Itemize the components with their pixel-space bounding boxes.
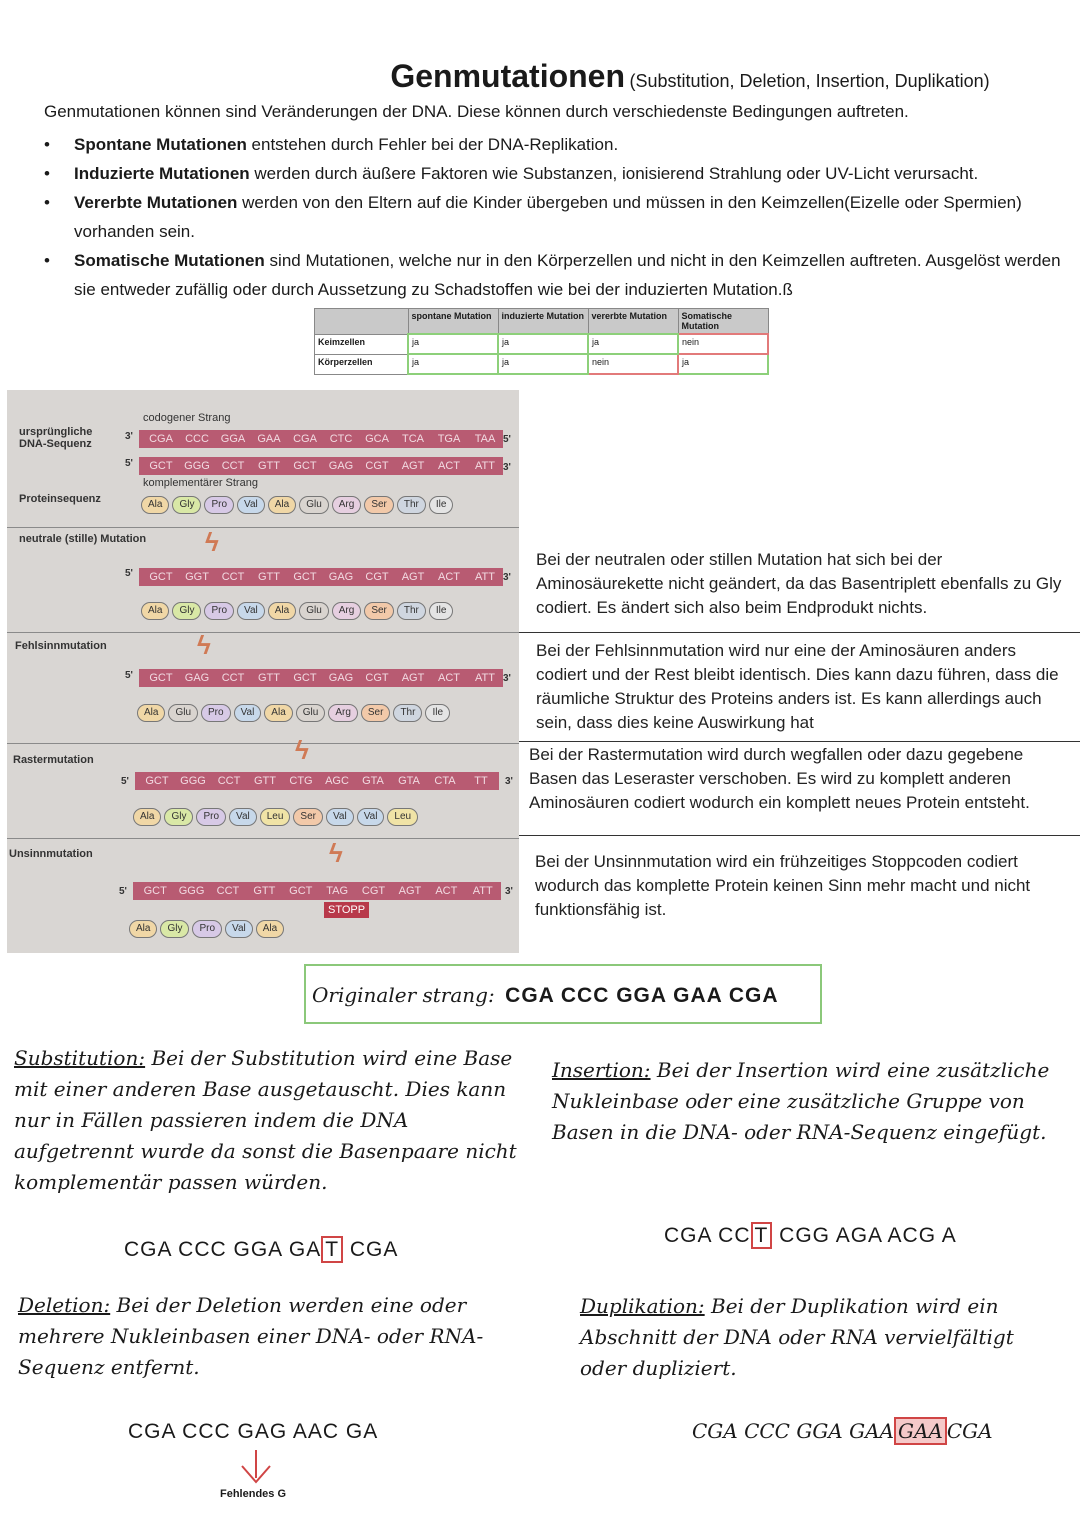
title-main: Genmutationen <box>390 58 626 94</box>
protein-sequence <box>141 496 453 514</box>
amino-acid: Pro <box>201 704 231 722</box>
codon: CGT <box>361 885 386 897</box>
codogen-label: codogener Strang <box>143 412 231 424</box>
unsinn-strand <box>133 882 501 900</box>
codon: GGG <box>178 885 205 897</box>
fehlsinn-label: Fehlsinnmutation <box>15 640 107 652</box>
codon: TT <box>474 775 488 787</box>
list-item: • Spontane Mutationen entstehen durch Fehler bei der DNA-Replikation. <box>74 130 1074 159</box>
amino-acid: Ala <box>268 496 296 514</box>
page-title <box>0 58 1080 95</box>
codon: ACT <box>435 885 458 897</box>
neutral-description: Bei der neutralen oder stillen Mutation hat sich bei der Aminosäurekette nicht geändert, da das Basentriplett ebenfalls zu Gly codiert. Es ändert sich also beim Endprodukt nichts. <box>536 550 1062 617</box>
amino-acid: Gly <box>172 496 201 514</box>
amino-acid: Glu <box>299 496 329 514</box>
codon: AGT <box>401 460 425 472</box>
codon: GAA <box>257 433 281 445</box>
amino-acid: Gly <box>160 920 189 938</box>
codon: TCA <box>402 433 424 445</box>
amino-acid: Thr <box>393 704 422 722</box>
table-row: Keimzellen ja ja ja nein <box>315 334 769 354</box>
amino-acid: Gly <box>172 602 201 620</box>
stopp-badge: STOPP <box>324 902 369 918</box>
deletion-text: Deletion: Bei der Deletion werden eine oder mehrere Nukleinbasen einer DNA- oder RNA-Sequenz entfernt. <box>18 1293 484 1379</box>
amino-acid: Ala <box>264 704 292 722</box>
codon: GCT <box>149 460 173 472</box>
amino-acid: Val <box>357 808 385 826</box>
codon: CCT <box>221 460 245 472</box>
codon: GCT <box>149 672 173 684</box>
list-item: • Somatische Mutationen sind Mutationen, welche nur in den Körperzellen und nicht in den Keimzellen auftreten. Ausgelöst werden sie entweder zufällig oder durch Aussetzung zu Schadstoffen wie bei der induzierten Mutation.ß <box>74 246 1074 304</box>
deletion-note: Fehlendes G <box>220 1488 287 1500</box>
intro-text: Genmutationen können sind Veränderungen der DNA. Diese können durch verschiedenste Bedingungen auftreten. <box>44 102 909 121</box>
codon: GGT <box>185 571 209 583</box>
raster-description: Bei der Rastermutation wird durch wegfallen oder dazu gegebene Basen das Leseraster verschoben. Es wird zu komplett anderen Aminosäuren codiert wodurch ein komplett neues Protein entsteht. <box>529 745 1030 812</box>
codon: CTC <box>329 433 353 445</box>
amino-acid: Ser <box>364 602 394 620</box>
table-header: spontane Mutation <box>408 309 498 335</box>
codon: GTT <box>258 672 280 684</box>
codon: CCT <box>221 672 245 684</box>
codon: AGT <box>398 885 422 897</box>
mutation-figure: codogener Strang ursprüngliche DNA-Sequenz 3' CGA CCC GGA GAA CGA CTC GCA TCA TGA TAA 5' 5' GCT GGG CCT GTT GCT GAG CGT AGT ACT ATT 3' komplementärer Strang Proteinsequenz Ala Gly Pro Val Ala Glu Arg Ser Thr Ile neutrale (stille) Mutation ϟ 5' GCT GGT CCT GTT GCT GAG CGT AGT ACT ATT 3' Ala Gly Pro Val Ala Glu Arg Ser Thr Ile Fehlsinnmutation ϟ 5' GCT GAG CCT GTT GCT GAG CGT AGT ACT ATT 3' Ala Glu Pro Val Ala Glu Arg Ser Thr Ile Rastermutation ϟ 5' GCT GGG CCT GTT CTG AGC GTA GTA CTA TT 3' Ala Gly Pro Val Leu Ser Val Val Leu Unsinnmutation ϟ 5' GCT GGG CCT GTT GCT TAG CGT AGT ACT ATT 3' STOPP Ala Gly Pro Val Ala <box>7 390 519 953</box>
amino-acid: Pro <box>196 808 226 826</box>
mutation-types-list <box>44 130 1074 304</box>
codon: ACT <box>438 571 460 583</box>
codon: AGT <box>401 672 425 684</box>
amino-acid: Ala <box>268 602 296 620</box>
amino-acid: Ser <box>364 496 394 514</box>
amino-acid: Leu <box>387 808 418 826</box>
codon: GCT <box>143 885 167 897</box>
amino-acid: Thr <box>397 496 426 514</box>
amino-acid: Arg <box>328 704 358 722</box>
deletion-seq: CGA CCC GAG AAC GA <box>128 1420 379 1443</box>
codon: ATT <box>475 460 495 472</box>
codon: GGG <box>180 775 206 787</box>
codon: ATT <box>472 885 493 897</box>
codon: CGT <box>365 460 389 472</box>
lightning-icon: ϟ <box>197 630 211 660</box>
amino-acid: Pro <box>204 496 234 514</box>
codon: TAA <box>474 433 496 445</box>
amino-acid: Val <box>229 808 257 826</box>
amino-acid: Gly <box>164 808 193 826</box>
amino-acid: Pro <box>192 920 222 938</box>
amino-acid: Val <box>234 704 262 722</box>
codon: GTT <box>254 775 276 787</box>
unsinn-protein <box>129 920 284 938</box>
amino-acid: Val <box>225 920 253 938</box>
codon: GCT <box>289 885 313 897</box>
codon: AGC <box>325 775 349 787</box>
codon: GCT <box>293 460 317 472</box>
codon: CTG <box>289 775 313 787</box>
unsinn-label: Unsinnmutation <box>9 848 93 860</box>
fehlsinn-description: Bei der Fehlsinnmutation wird nur eine der Aminosäuren anders codiert und der Rest bleibt identisch. Dies kann dazu führen, dass die räumliche Struktur des Proteins anders ist. Es kann allerdings auch sein, dass dies keine Auswirkung hat <box>536 641 1059 732</box>
duplikation-seq: CGA CCC GGA GAA GAA CGA <box>692 1419 993 1443</box>
codon: CCT <box>217 775 241 787</box>
amino-acid: Val <box>237 602 265 620</box>
codon: GCA <box>365 433 389 445</box>
codon: GTA <box>398 775 420 787</box>
codon: CCT <box>221 571 245 583</box>
amino-acid: Ala <box>133 808 161 826</box>
codon: GGA <box>220 433 246 445</box>
codon: TGA <box>437 433 461 445</box>
protein-label: Proteinsequenz <box>19 493 101 505</box>
codon: CTA <box>434 775 456 787</box>
codogen-strand <box>139 430 503 448</box>
lightning-icon: ϟ <box>205 527 219 557</box>
codon: GTT <box>253 885 276 897</box>
komplementaer-label: komplementärer Strang <box>143 477 258 489</box>
codon: GTT <box>258 460 280 472</box>
amino-acid: Ser <box>361 704 391 722</box>
codon: GAG <box>184 672 210 684</box>
amino-acid: Glu <box>299 602 329 620</box>
codon: CGA <box>293 433 317 445</box>
amino-acid: Ala <box>137 704 165 722</box>
original-strand-box <box>304 964 822 1024</box>
codon: GCT <box>293 672 317 684</box>
codon: CGA <box>149 433 173 445</box>
amino-acid: Ala <box>129 920 157 938</box>
codon: GCT <box>293 571 317 583</box>
amino-acid: Ile <box>429 602 454 620</box>
komplementaer-strand <box>139 457 503 475</box>
amino-acid: Leu <box>260 808 291 826</box>
arrow-down-icon <box>236 1448 276 1488</box>
lightning-icon: ϟ <box>329 838 343 868</box>
amino-acid: Val <box>237 496 265 514</box>
raster-protein <box>133 808 418 826</box>
original-strand-label: Originaler strang: <box>312 983 495 1007</box>
fehlsinn-strand <box>139 669 503 687</box>
table-header: Somatische Mutation <box>678 309 768 335</box>
codon: CGT <box>365 672 389 684</box>
amino-acid: Glu <box>168 704 198 722</box>
amino-acid: Ile <box>425 704 450 722</box>
codon: GAG <box>328 460 354 472</box>
amino-acid: Pro <box>204 602 234 620</box>
codon: GTT <box>258 571 280 583</box>
codon: GTA <box>362 775 384 787</box>
codon: CCC <box>185 433 209 445</box>
list-item: • Vererbte Mutationen werden von den Eltern auf die Kinder übergeben und müssen in den Keimzellen(Eizelle oder Spermien) vorhanden sein. <box>74 188 1074 246</box>
codon: ATT <box>475 672 495 684</box>
list-item: • Induzierte Mutationen werden durch äußere Faktoren wie Substanzen, ionisierend Strahlung oder UV-Licht verursacht. <box>74 159 1074 188</box>
title-sub: (Substitution, Deletion, Insertion, Duplikation) <box>629 71 990 91</box>
amino-acid: Arg <box>332 602 362 620</box>
amino-acid: Ala <box>141 496 169 514</box>
table-header: vererbte Mutation <box>588 309 678 335</box>
codon: TAG <box>326 885 349 897</box>
insertion-text: Insertion: Bei der Insertion wird eine zusätzliche Nukleinbase oder eine zusätzliche Gruppe von Basen in die DNA- oder RNA-Sequenz eingefügt. <box>552 1058 1050 1144</box>
amino-acid: Ala <box>141 602 169 620</box>
amino-acid: Ile <box>429 496 454 514</box>
amino-acid: Arg <box>332 496 362 514</box>
fehlsinn-protein <box>137 704 450 722</box>
amino-acid: Val <box>326 808 354 826</box>
codon: GCT <box>145 775 169 787</box>
mutation-table <box>314 308 769 375</box>
neutral-protein <box>141 602 453 620</box>
insertion-seq: CGA CC T CGG AGA ACG A <box>664 1224 957 1247</box>
codon: CCT <box>216 885 240 897</box>
codon: CGT <box>365 571 389 583</box>
unsinn-description: Bei der Unsinnmutation wird ein frühzeitiges Stoppcoden codiert wodurch das komplette Protein keinen Sinn mehr macht und nicht funktionsfähig ist. <box>535 852 1031 919</box>
raster-strand <box>135 772 499 790</box>
substitution-seq: CGA CCC GGA GA T CGA <box>124 1238 399 1261</box>
codon: ACT <box>438 460 460 472</box>
raster-label: Rastermutation <box>13 754 94 766</box>
duplikation-text: Duplikation: Bei der Duplikation wird ein Abschnitt der DNA oder RNA vervielfältigt oder dupliziert. <box>580 1294 1014 1380</box>
table-row: Körperzellen ja ja nein ja <box>315 354 769 374</box>
original-strand-seq: CGA CCC GGA GAA CGA <box>505 984 779 1007</box>
codon: GGG <box>184 460 210 472</box>
amino-acid: Ser <box>293 808 323 826</box>
codon: GCT <box>149 571 173 583</box>
codon: ATT <box>475 571 495 583</box>
codon: GAG <box>328 672 354 684</box>
amino-acid: Thr <box>397 602 426 620</box>
amino-acid: Glu <box>296 704 326 722</box>
codon: AGT <box>401 571 425 583</box>
original-label: ursprüngliche DNA-Sequenz <box>19 426 93 450</box>
neutral-strand <box>139 568 503 586</box>
codon: ACT <box>438 672 460 684</box>
substitution-text: Substitution: Bei der Substitution wird eine Base mit einer anderen Base ausgetauscht. Dies kann nur in Fällen passieren indem die DNA aufgetrennt wurde da sonst die Basenpaare nicht komplementär passen würden. <box>14 1046 517 1194</box>
table-header: induzierte Mutation <box>498 309 588 335</box>
codon: GAG <box>328 571 354 583</box>
neutral-label: neutrale (stille) Mutation <box>19 533 147 545</box>
lightning-icon: ϟ <box>295 735 309 765</box>
amino-acid: Ala <box>256 920 284 938</box>
